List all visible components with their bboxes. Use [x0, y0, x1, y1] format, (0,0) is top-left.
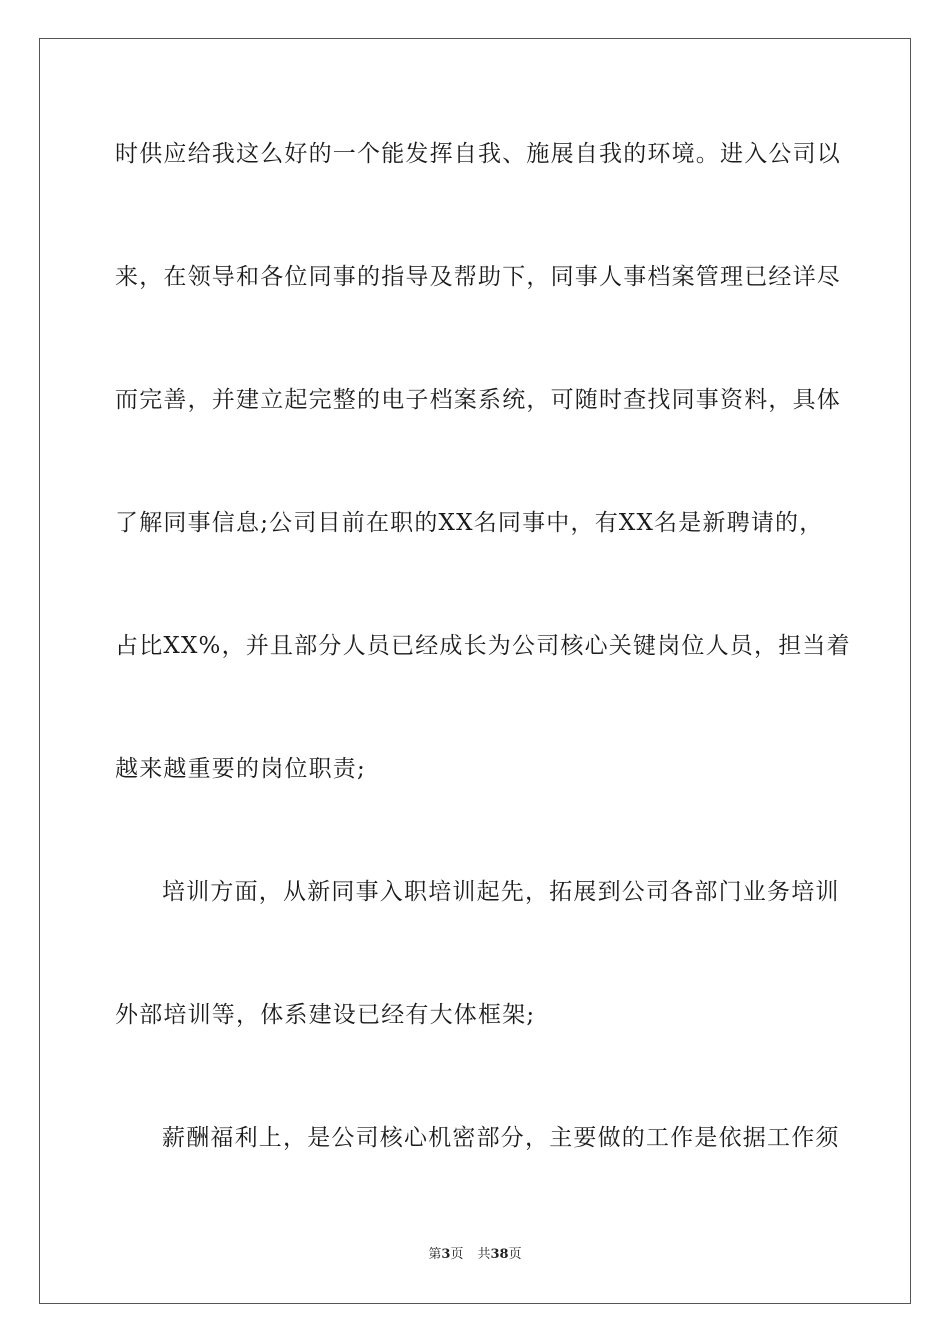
paragraph-salary-line-1: 薪酬福利上，是公司核心机密部分，主要做的工作是依据工作须 — [162, 1125, 840, 1151]
body-text-line-3: 而完善，并建立起完整的电子档案系统，可随时查找同事资料，具体 — [115, 387, 841, 413]
total-pages: 38 — [490, 1247, 509, 1262]
page-footer — [0, 1246, 950, 1264]
total-prefix: 共 — [477, 1247, 491, 1262]
paragraph-training-line-2: 外部培训等，体系建设已经有大体框架; — [115, 1002, 536, 1028]
body-text-line-1: 时供应给我这么好的一个能发挥自我、施展自我的环境。进入公司以 — [115, 141, 841, 167]
body-text-line-2: 来，在领导和各位同事的指导及帮助下，同事人事档案管理已经详尽 — [115, 264, 841, 290]
page-prefix: 第 — [428, 1247, 442, 1262]
body-text-line-6: 越来越重要的岗位职责; — [115, 756, 366, 782]
total-suffix: 页 — [508, 1247, 522, 1262]
page-frame — [39, 38, 911, 1304]
body-text-line-4: 了解同事信息;公司目前在职的XX名同事中，有XX名是新聘请的， — [115, 510, 824, 536]
page-number: 3 — [441, 1247, 451, 1262]
page-suffix: 页 — [450, 1247, 464, 1262]
paragraph-training-line-1: 培训方面，从新同事入职培训起先，拓展到公司各部门业务培训 — [162, 879, 840, 905]
body-text-line-5: 占比XX%，并且部分人员已经成长为公司核心关键岗位人员，担当着 — [115, 633, 851, 659]
